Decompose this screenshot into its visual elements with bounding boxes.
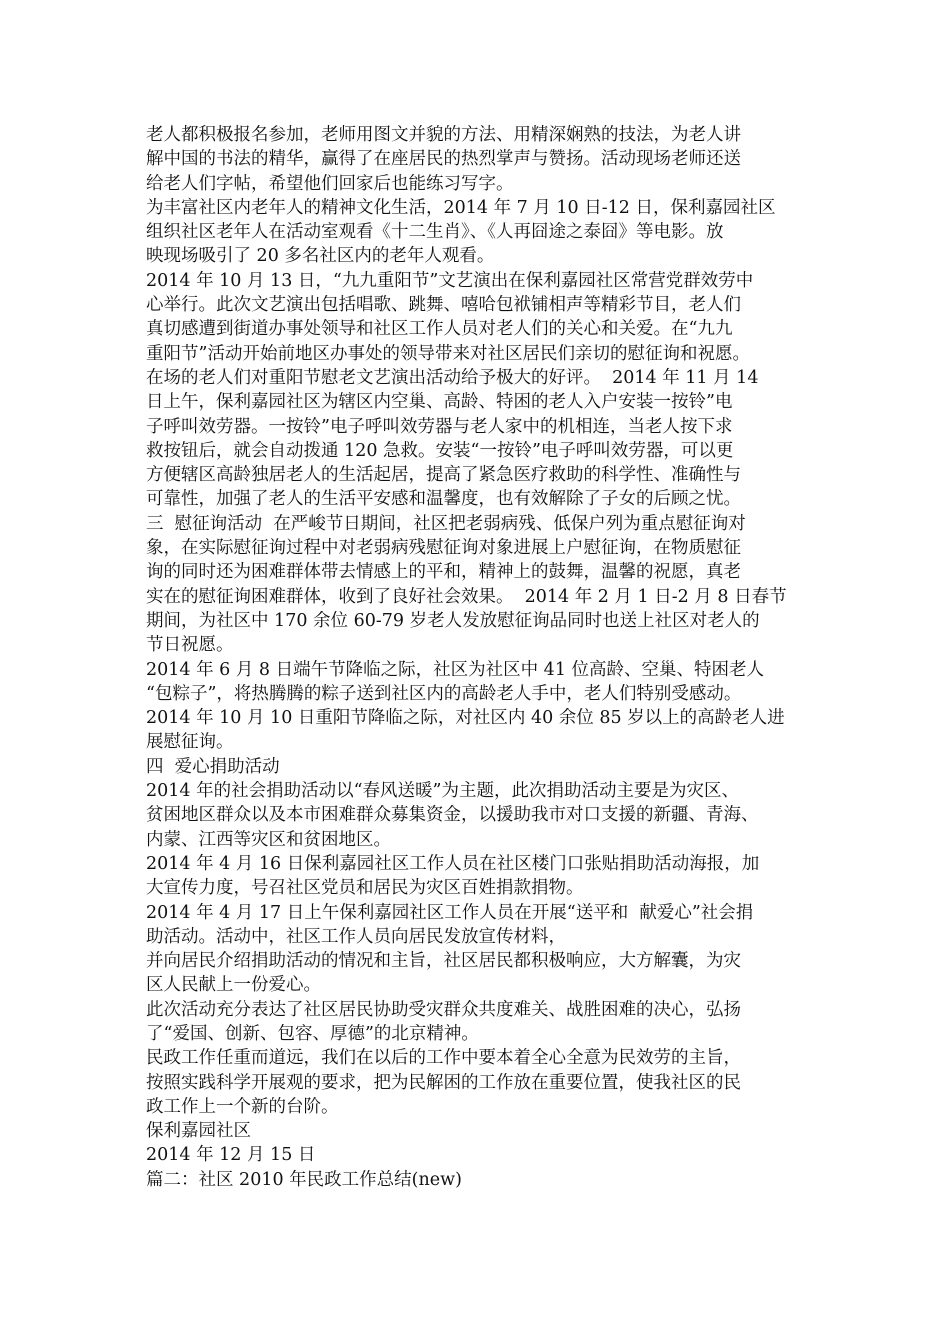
text-line: 2014 年的社会捐助活动以“春风送暖”为主题，此次捐助活动主要是为灾区、	[146, 781, 739, 802]
text-line: 内蒙、江西等灾区和贫困地区。	[146, 829, 391, 850]
text-line: 节日祝愿。	[146, 635, 234, 656]
text-line: 助活动。活动中，社区工作人员向居民发放宣传材料，	[146, 926, 566, 947]
text-line: 救按钮后，就会自动拨通 120 急救。安装“一按铃”电子呼叫效劳器，可以更	[146, 440, 734, 461]
text-line: 此次活动充分表达了社区居民协助受灾群众共度难关、战胜困难的决心，弘扬	[146, 999, 741, 1020]
text-line: 2014 年 6 月 8 日端午节降临之际，社区为社区中 41 位高龄、空巢、特困老人	[146, 659, 765, 680]
text-line: 2014 年 10 月 10 日重阳节降临之际，对社区内 40 余位 85 岁以上的高龄老人进	[146, 708, 785, 729]
text-line: 询的同时还为困难群体带去情感上的平和，精神上的鼓舞，温馨的祝愿，真老	[146, 562, 741, 583]
text-line: 方便辖区高龄独居老人的生活起居，提高了紧急医疗救助的科学性、准确性与	[146, 465, 741, 486]
text-line: 2014 年 10 月 13 日，“九九重阳节”文艺演出在保利嘉园社区常营党群效劳中	[146, 270, 754, 291]
document-page	[146, 123, 816, 1192]
text-line: 并向居民介绍捐助活动的情况和主旨，社区居民都积极响应，大方解囊，为灾	[146, 951, 741, 972]
text-line: 政工作上一个新的台阶。	[146, 1096, 339, 1117]
text-line: 展慰征询。	[146, 732, 234, 753]
text-line: 了“爱国、创新、包容、厚德”的北京精神。	[146, 1023, 479, 1044]
text-line: 给老人们字帖，希望他们回家后也能练习写字。	[146, 173, 514, 194]
text-line: 象，在实际慰征询过程中对老弱病残慰征询对象进展上户慰征询，在物质慰征	[146, 538, 741, 559]
text-line: 可靠性，加强了老人的生活平安感和温馨度，也有效解除了子女的后顾之忧。	[146, 489, 741, 510]
text-line: 重阳节”活动开始前地区办事处的领导带来对社区居民们亲切的慰征询和祝愿。	[146, 343, 750, 364]
text-line: 民政工作任重而道远，我们在以后的工作中要本着全心全意为民效劳的主旨，	[146, 1048, 741, 1069]
text-line: 大宣传力度，号召社区党员和居民为灾区百姓捐款捐物。	[146, 878, 584, 899]
text-line: “包粽子”，将热腾腾的粽子送到社区内的高龄老人手中，老人们特别受感动。	[146, 683, 742, 704]
text-line: 在场的老人们对重阳节慰老文艺演出活动给予极大的好评。 2014 年 11 月 14	[146, 367, 759, 388]
text-line: 三 慰征询活动 在严峻节日期间，社区把老弱病残、低保户列为重点慰征询对	[146, 513, 746, 534]
signature-organization: 保利嘉园社区	[146, 1121, 251, 1142]
text-line: 真切感遭到街道办事处领导和社区工作人员对老人们的关心和关爱。在“九九	[146, 319, 733, 340]
text-line: 2014 年 4 月 17 日上午保利嘉园社区工作人员在开展“送平和 献爱心”社会捐	[146, 902, 754, 923]
text-line: 为丰富社区内老年人的精神文化生活，2014 年 7 月 10 日-12 日，保利嘉园社区	[146, 197, 776, 218]
text-line: 日上午，保利嘉园社区为辖区内空巢、高龄、特困的老人入户安装一按铃”电	[146, 392, 733, 413]
text-line: 按照实践科学开展观的要求，把为民解困的工作放在重要位置，使我社区的民	[146, 1072, 741, 1093]
text-line: 实在的慰征询困难群体，收到了良好社会效果。 2014 年 2 月 1 日-2 月 8 日春节	[146, 586, 787, 607]
text-line: 2014 年 4 月 16 日保利嘉园社区工作人员在社区楼门口张贴捐助活动海报，加	[146, 853, 760, 874]
section-heading: 四 爱心捐助活动	[146, 756, 280, 777]
text-line: 子呼叫效劳器。一按铃”电子呼叫效劳器与老人家中的机相连，当老人按下求	[146, 416, 733, 437]
text-line: 组织社区老年人在活动室观看《十二生肖》、《人再囧途之泰囧》等电影。放	[146, 222, 724, 243]
text-line: 解中国的书法的精华，赢得了在座居民的热烈掌声与赞扬。活动现场老师还送	[146, 149, 741, 170]
next-article-title: 篇二：社区 2010 年民政工作总结(new)	[146, 1169, 462, 1190]
text-line: 期间，为社区中 170 余位 60-79 岁老人发放慰征询品同时也送上社区对老人的	[146, 610, 760, 631]
text-line: 映现场吸引了 20 多名社区内的老年人观看。	[146, 246, 495, 267]
text-line: 心举行。此次文艺演出包括唱歌、跳舞、嘻哈包袱铺相声等精彩节目，老人们	[146, 295, 741, 316]
text-line: 老人都积极报名参加，老师用图文并貌的方法、用精深娴熟的技法，为老人讲	[146, 125, 741, 145]
text-line: 区人民献上一份爱心。	[146, 975, 321, 996]
signature-date: 2014 年 12 月 15 日	[146, 1145, 316, 1166]
text-line: 贫困地区群众以及本市困难群众募集资金，以援助我市对口支援的新疆、青海、	[146, 805, 759, 826]
